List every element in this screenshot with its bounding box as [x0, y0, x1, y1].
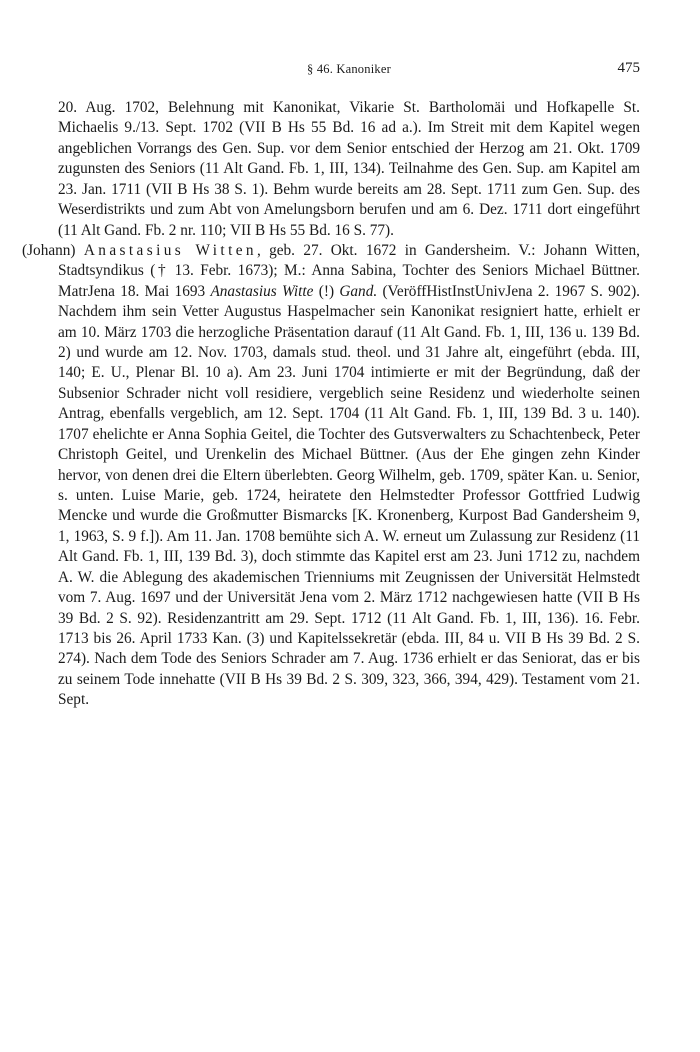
- entry-text-part2: (VeröffHistInstUnivJena 2. 1967 S. 902). Nachdem ihm sein Vetter Augustus Haspelmacher sein Kanonikat resigniert hatte, erhielt er am 10. März 1703 die herzogliche Präsentation darauf (11 Alt Gand. Fb. 1, III, 136 u. 139 Bd. 2) und wurde am 12. Nov. 1703, damals stud. theol. und 31 Jahre alt, eingeführt (ebda. III, 140; E. U., Plenar Bl. 10 a). Am 23. Juni 1704 intimierte er mit der Begründung, daß der Subsenior Schrader nicht voll residiere, vergeblich seine Residenz und wiederholte seinen Antrag, ebenfalls vergeblich, am 12. Sept. 1704 (11 Alt Gand. Fb. 1, III, 139 Bd. 3 u. 140). 1707 ehelichte er Anna Sophia Geitel, die Tochter des Gutsverwalters zu Schachtenbeck, Peter Christoph Geitel, und Urenkelin des Michael Büttner. (Aus der Ehe gingen zehn Kinder hervor, von denen drei die Eltern überlebten. Georg Wilhelm, geb. 1709, später Kan. u. Senior, s. unten. Luise Marie, geb. 1724, heiratete den Helmstedter Professor Gottfried Ludwig Mencke und wurde die Großmutter Bismarcks [K. Kronenberg, Kurpost Bad Gandersheim 9, 1, 1963, S. 9 f.]). Am 11. Jan. 1708 bemühte sich A. W. erneut um Zulassung zur Residenz (11 Alt Gand. Fb. 1, III, 139 Bd. 3), doch stimmte das Kapitel erst am 23. Juni 1712 zu, nachdem A. W. die Ablegung des akademischen Trienniums mit Zeugnissen der Universität Helmstedt vom 7. Aug. 1697 und der Universität Jena vom 2. März 1712 nachgewiesen hatte (VII B Hs 39 Bd. 2 S. 92). Residenzantritt am 29. Sept. 1712 (11 Alt Gand. Fb. 1, III, 136). 16. Febr. 1713 bis 26. April 1733 Kan. (3) und Kapitelssekretär (ebda. III, 84 u. VII B Hs 39 Bd. 2 S. 274). Nach dem Tode des Seniors Schrader am 7. Aug. 1736 erhielt er das Seniorat, das er bis zu seinem Tode innehatte (VII B Hs 39 Bd. 2 S. 309, 323, 366, 394, 429). Testament vom 21. Sept.: [58, 282, 640, 709]
- entry-prefix: (Johann): [22, 241, 84, 259]
- page-number: 475: [617, 60, 640, 76]
- continuation-paragraph: 20. Aug. 1702, Belehnung mit Kanonikat, Vikarie St. Bartholomäi und Hofkapelle St. Michaelis 9./13. Sept. 1702 (VII B Hs 55 Bd. 16 ad a.). Im Streit mit dem Kapitel wegen angeblichen Vorrangs des Gen. Sup. vor dem Senior entschied der Herzog am 21. Okt. 1709 zugunsten des Seniors (11 Alt Gand. Fb. 1, III, 134). Teilnahme des Gen. Sup. am Kapitel am 23. Jan. 1711 (VII B Hs 38 S. 1). Behm wurde bereits am 28. Sept. 1711 zum Gen. Sup. des Weserdistrikts und zum Abt von Amelungsborn berufen und am 6. Dez. 1711 dort eingeführt (11 Alt Gand. Fb. 2 nr. 110; VII B Hs 55 Bd. 16 S. 77).: [58, 99, 640, 239]
- running-head: [58, 62, 640, 86]
- entry-italic-place: Gand.: [339, 282, 378, 300]
- entry-name: Anastasius Witten: [83, 241, 257, 259]
- body-text: [22, 98, 640, 711]
- running-title: § 46. Kanoniker: [307, 62, 391, 76]
- entry-text-part1: , geb. 27. Okt. 1672 in Gandersheim. V.: Johann Witten, Stadtsyndikus († 13. Febr. 1673); M.: Anna Sabina, Tochter des Seniors Michael Büttner. MatrJena 18. Mai 1693: [58, 241, 640, 300]
- entry-text-mid: (!): [313, 282, 340, 300]
- canon-entry-witten: [22, 241, 640, 711]
- entry-italic-name: Anastasius Witte: [210, 282, 314, 300]
